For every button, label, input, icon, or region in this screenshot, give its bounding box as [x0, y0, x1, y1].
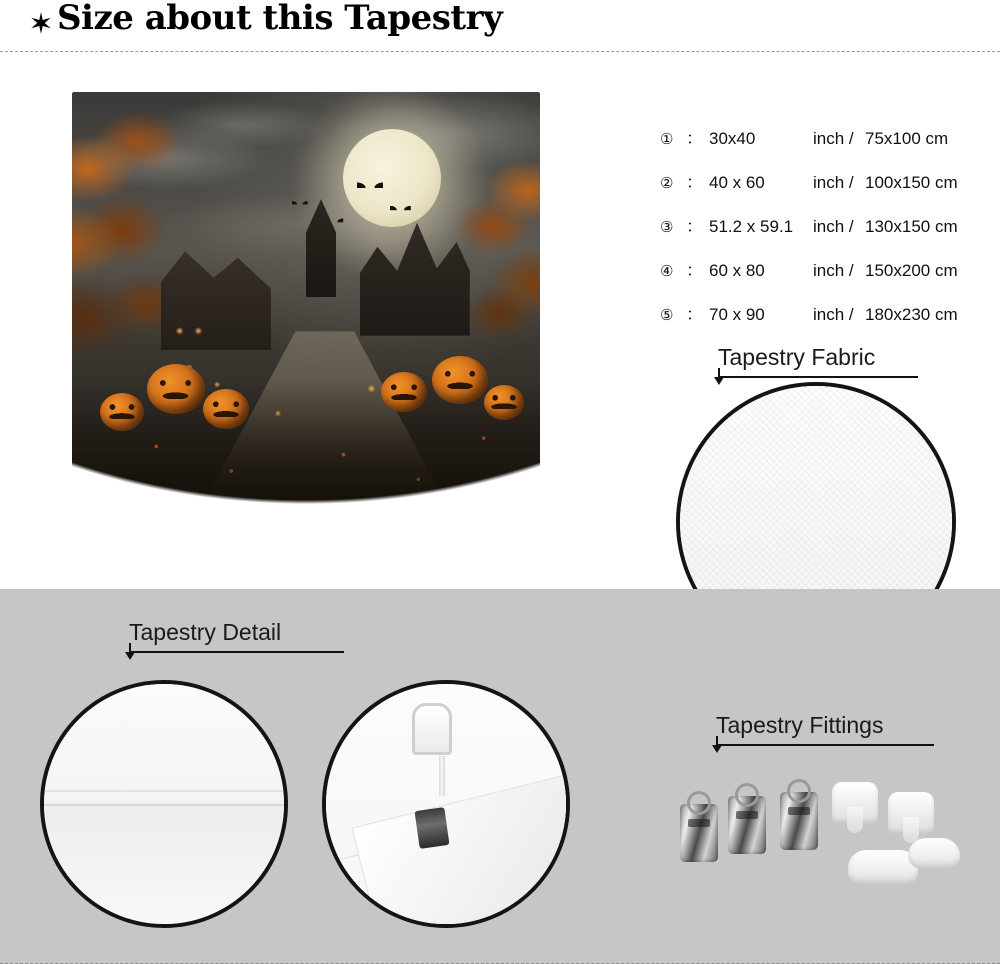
clip-demo-scene: [326, 684, 566, 924]
size-index: ④: [660, 263, 674, 280]
section-heading-fittings-label: Tapestry Fittings: [716, 712, 884, 738]
size-unit-inch: inch /: [813, 129, 854, 148]
heading-underline: [716, 736, 934, 746]
size-unit-inch: inch /: [813, 173, 854, 192]
heading-underline: [129, 643, 344, 653]
section-heading-fabric-label: Tapestry Fabric: [718, 344, 876, 370]
wall-hook-icon: [888, 792, 934, 834]
arrow-down-icon: [712, 745, 722, 753]
section-heading-fittings: [716, 712, 883, 739]
hem-line: [44, 818, 284, 820]
clip-ring-icon: [787, 779, 811, 803]
size-unit-inch: inch /: [813, 217, 854, 236]
fittings-illustration: [676, 766, 976, 916]
clip-ring-icon: [687, 791, 711, 815]
section-heading-detail-label: Tapestry Detail: [129, 619, 282, 645]
wall-hook-icon: [908, 838, 960, 868]
clip-slot: [788, 807, 811, 815]
size-colon: ：: [686, 129, 703, 148]
tapestry-artwork: [72, 92, 540, 504]
size-cm: 75x100 cm: [865, 129, 949, 148]
detail-hem-circle: [40, 680, 288, 928]
arrow-down-icon: [125, 652, 135, 660]
detail-clip-circle: [322, 680, 570, 928]
size-row: [660, 168, 990, 193]
size-index: ②: [660, 175, 674, 192]
hem-line: [44, 790, 284, 792]
size-unit-inch: inch /: [813, 261, 854, 280]
metal-clip-icon: [780, 792, 818, 850]
size-cm: 100x150 cm: [865, 173, 958, 192]
wall-hook-icon: [832, 782, 878, 824]
section-heading-fabric: [718, 344, 875, 371]
page-header: [0, 0, 1000, 52]
size-colon: ：: [686, 305, 703, 324]
heading-underline: [718, 368, 918, 378]
page-title: Size about this Tapestry: [57, 0, 503, 38]
metal-clip-icon: [680, 804, 718, 862]
arrow-down-icon: [714, 377, 724, 385]
size-inches: 51.2 x 59.1: [709, 217, 794, 236]
size-cm: 180x230 cm: [865, 305, 958, 324]
star-icon: [28, 10, 54, 36]
size-colon: ：: [686, 217, 703, 236]
metal-clip-icon: [415, 807, 450, 849]
size-cm: 150x200 cm: [865, 261, 958, 280]
size-index: ③: [660, 219, 674, 236]
fallen-leaves: [72, 92, 540, 504]
size-cm: 130x150 cm: [865, 217, 958, 236]
fabric-sheet-front: [352, 774, 570, 928]
clip-stem: [439, 756, 445, 796]
clip-slot: [736, 811, 759, 819]
tapestry-product-image: [72, 92, 542, 512]
size-inches: 70 x 90: [709, 305, 765, 324]
wall-hook-icon: [412, 703, 452, 755]
size-row: [660, 124, 990, 149]
metal-clip-icon: [728, 796, 766, 854]
size-colon: ：: [686, 261, 703, 280]
hem-line: [44, 804, 284, 806]
size-colon: ：: [686, 173, 703, 192]
clip-slot: [688, 819, 711, 827]
size-inches: 30x40: [709, 129, 756, 148]
section-heading-detail: [129, 619, 281, 646]
hem-stitching: [44, 684, 284, 924]
size-index: ①: [660, 131, 674, 148]
size-inches: 60 x 80: [709, 261, 765, 280]
size-row: [660, 212, 990, 237]
size-index: ⑤: [660, 307, 674, 324]
size-list: [660, 124, 990, 344]
size-row: [660, 300, 990, 325]
size-row: [660, 256, 990, 281]
size-inches: 40 x 60: [709, 173, 765, 192]
clip-ring-icon: [735, 783, 759, 807]
size-unit-inch: inch /: [813, 305, 854, 324]
